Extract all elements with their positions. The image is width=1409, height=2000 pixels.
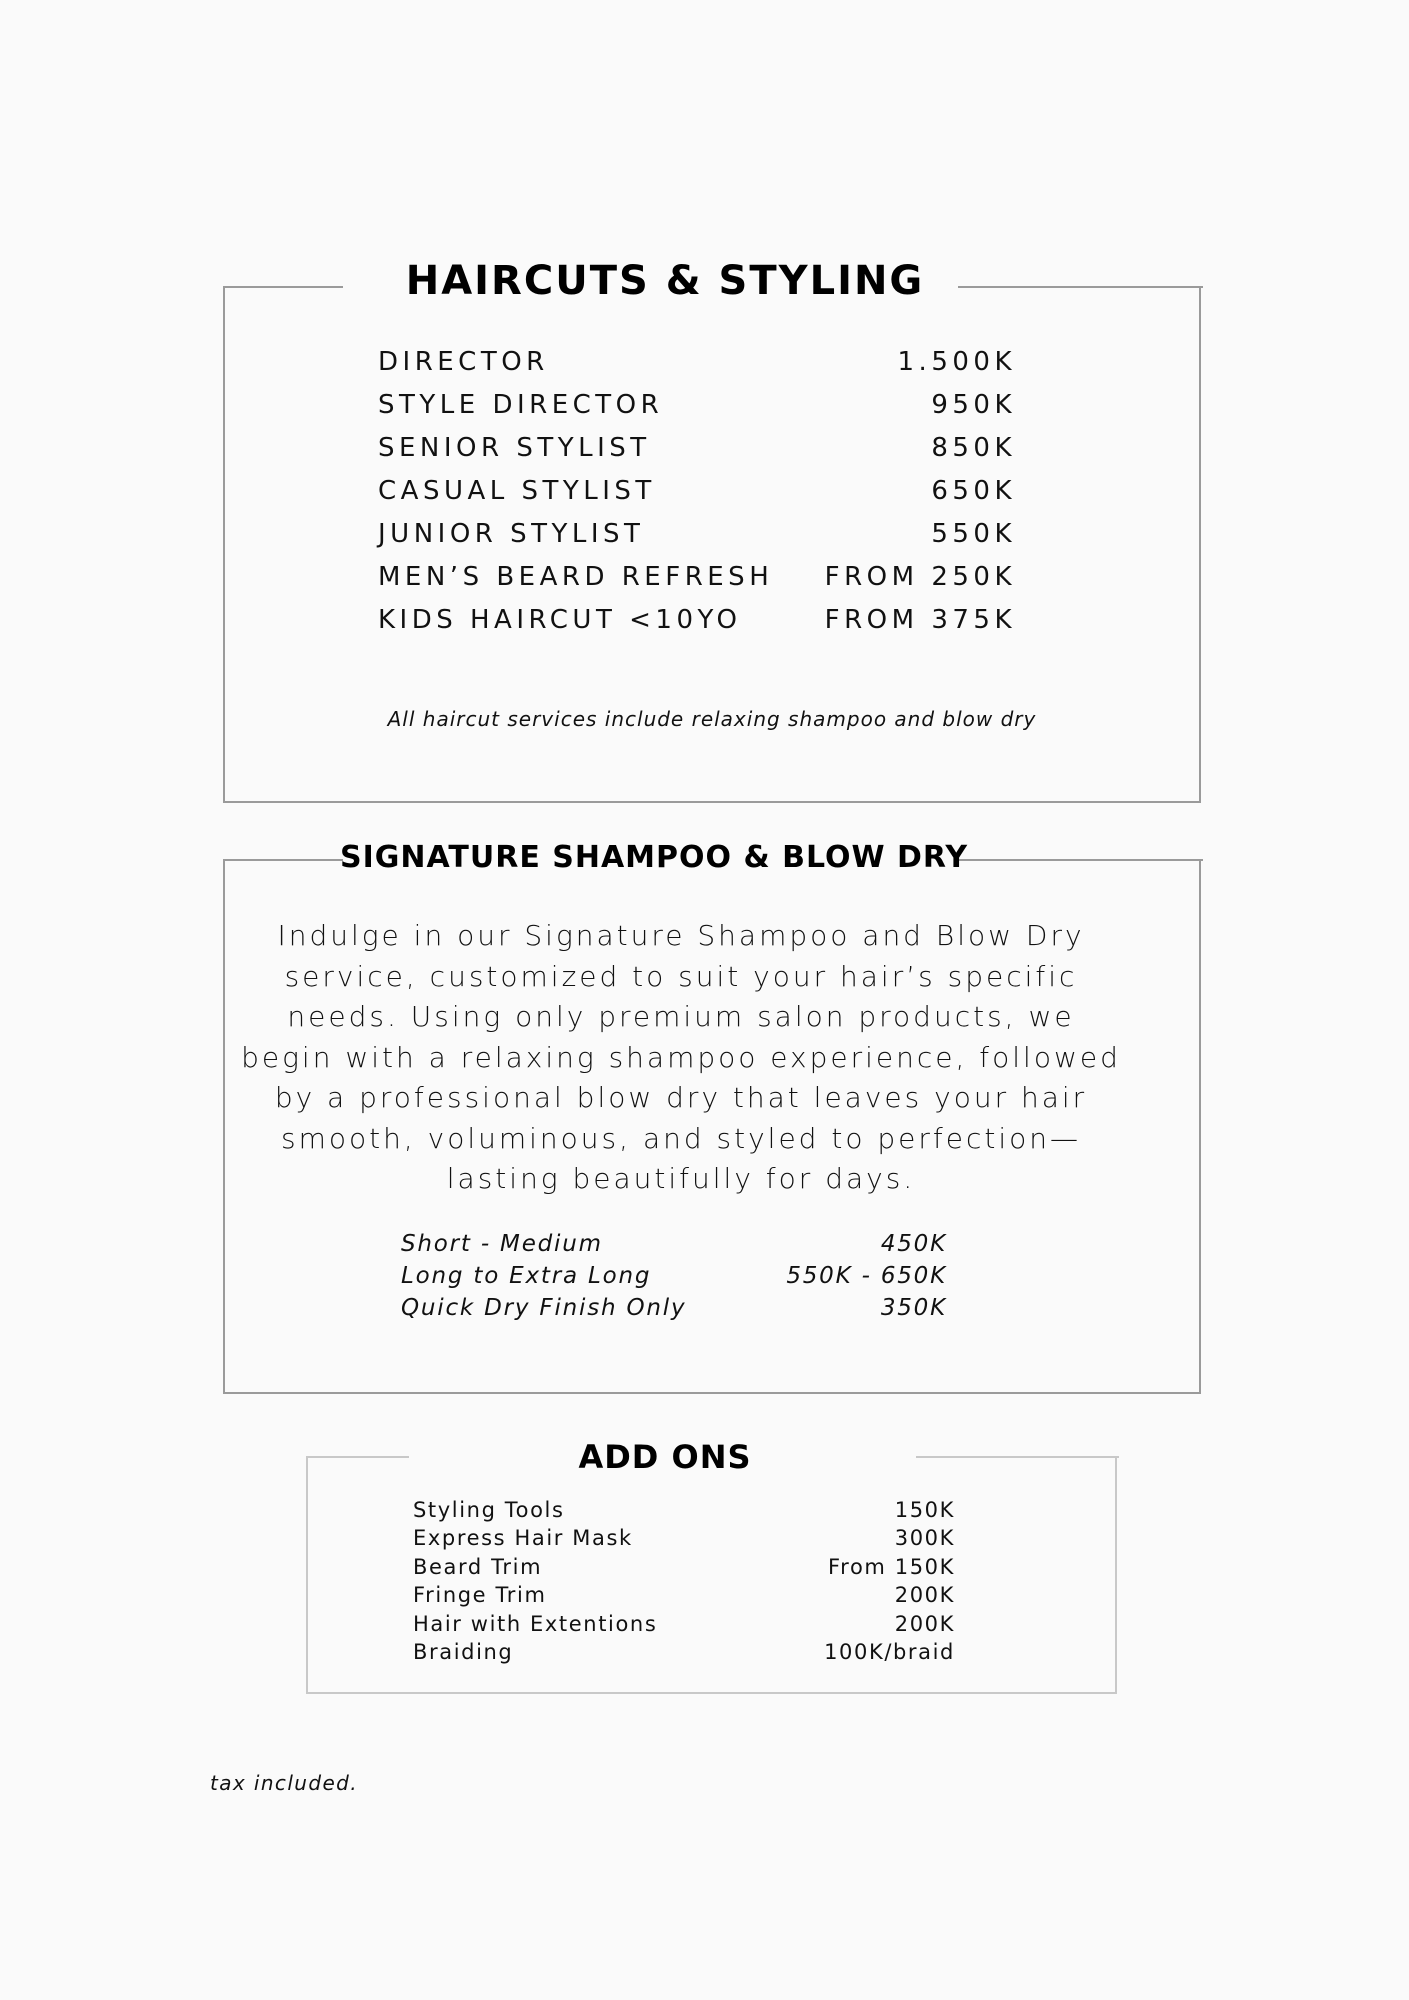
haircuts-section-title: HAIRCUTS & STYLING bbox=[405, 258, 925, 304]
service-name: CASUAL STYLIST bbox=[378, 476, 656, 506]
service-name: Long to Extra Long bbox=[401, 1263, 652, 1289]
service-name: SENIOR STYLIST bbox=[378, 433, 651, 463]
addon-name: Express Hair Mask bbox=[413, 1526, 633, 1550]
addon-name: Braiding bbox=[413, 1640, 514, 1664]
addon-price-row bbox=[413, 1583, 955, 1611]
haircut-price-row bbox=[378, 347, 1016, 387]
description-line: Indulge in our Signature Shampoo and Blow Dry bbox=[277, 919, 1085, 952]
tax-note: tax included. bbox=[210, 1771, 359, 1795]
addon-price: 100K/braid bbox=[824, 1640, 955, 1664]
frame-top-right-line bbox=[955, 859, 1203, 861]
shampoo-price-row bbox=[401, 1263, 947, 1295]
addon-price: 150K bbox=[894, 1498, 955, 1522]
haircut-price-row bbox=[378, 476, 1016, 516]
shampoo-section-title: SIGNATURE SHAMPOO & BLOW DRY bbox=[340, 840, 969, 875]
frame-top-left-line bbox=[306, 1456, 409, 1458]
service-name: Quick Dry Finish Only bbox=[401, 1295, 687, 1321]
frame-top-right-line bbox=[916, 1456, 1119, 1458]
addon-price-row bbox=[413, 1526, 955, 1554]
description-line: by a professional blow dry that leaves your hair bbox=[274, 1081, 1088, 1114]
addon-price-row bbox=[413, 1640, 955, 1668]
service-name: JUNIOR STYLIST bbox=[378, 519, 645, 549]
haircut-price-row bbox=[378, 390, 1016, 430]
haircut-price-row bbox=[378, 433, 1016, 473]
description-line: smooth, voluminous, and styled to perfection— bbox=[281, 1121, 1081, 1155]
haircuts-note: All haircut services include relaxing shampoo and blow dry bbox=[387, 707, 1037, 731]
frame-top-right-line bbox=[958, 286, 1203, 288]
addon-name: Fringe Trim bbox=[413, 1583, 547, 1607]
addon-name: Hair with Extentions bbox=[413, 1612, 658, 1636]
addon-price: 200K bbox=[894, 1583, 955, 1607]
description-line: lasting beautifully for days. bbox=[446, 1162, 916, 1195]
shampoo-price-row bbox=[401, 1295, 947, 1327]
service-price: 550K - 650K bbox=[786, 1263, 947, 1289]
service-price: 850K bbox=[931, 433, 1016, 463]
description-line: needs. Using only premium salon products, we bbox=[287, 1000, 1075, 1033]
frame-top-left-line bbox=[223, 286, 343, 288]
service-name: Short - Medium bbox=[401, 1231, 603, 1257]
addon-price-row bbox=[413, 1555, 955, 1583]
addon-price: 300K bbox=[894, 1526, 955, 1550]
haircut-price-row bbox=[378, 519, 1016, 559]
addon-price-row bbox=[413, 1498, 955, 1526]
haircut-price-row bbox=[378, 605, 1016, 645]
addon-price-row bbox=[413, 1612, 955, 1640]
addon-price: From 150K bbox=[828, 1555, 955, 1579]
service-name: DIRECTOR bbox=[378, 347, 549, 377]
shampoo-description bbox=[240, 916, 1122, 1200]
service-price: 950K bbox=[931, 390, 1016, 420]
service-name: MEN’S BEARD REFRESH bbox=[378, 562, 774, 592]
haircut-price-row bbox=[378, 562, 1016, 602]
addon-price: 200K bbox=[894, 1612, 955, 1636]
service-price: 450K bbox=[880, 1231, 947, 1257]
service-name: STYLE DIRECTOR bbox=[378, 390, 664, 420]
service-name: KIDS HAIRCUT <10YO bbox=[378, 605, 742, 635]
service-price: 550K bbox=[931, 519, 1016, 549]
service-price: FROM 375K bbox=[824, 605, 1016, 635]
service-price: 350K bbox=[880, 1295, 947, 1321]
description-line: begin with a relaxing shampoo experience, followed bbox=[241, 1040, 1121, 1074]
service-price: 650K bbox=[931, 476, 1016, 506]
addons-section-title: ADD ONS bbox=[578, 1438, 752, 1476]
service-price: FROM 250K bbox=[824, 562, 1016, 592]
shampoo-price-row bbox=[401, 1231, 947, 1263]
service-price: 1.500K bbox=[897, 347, 1016, 377]
addon-name: Styling Tools bbox=[413, 1498, 565, 1522]
description-line: service, customized to suit your hair’s specific bbox=[284, 959, 1078, 993]
frame-top-left-line bbox=[223, 859, 343, 861]
addon-name: Beard Trim bbox=[413, 1555, 543, 1579]
